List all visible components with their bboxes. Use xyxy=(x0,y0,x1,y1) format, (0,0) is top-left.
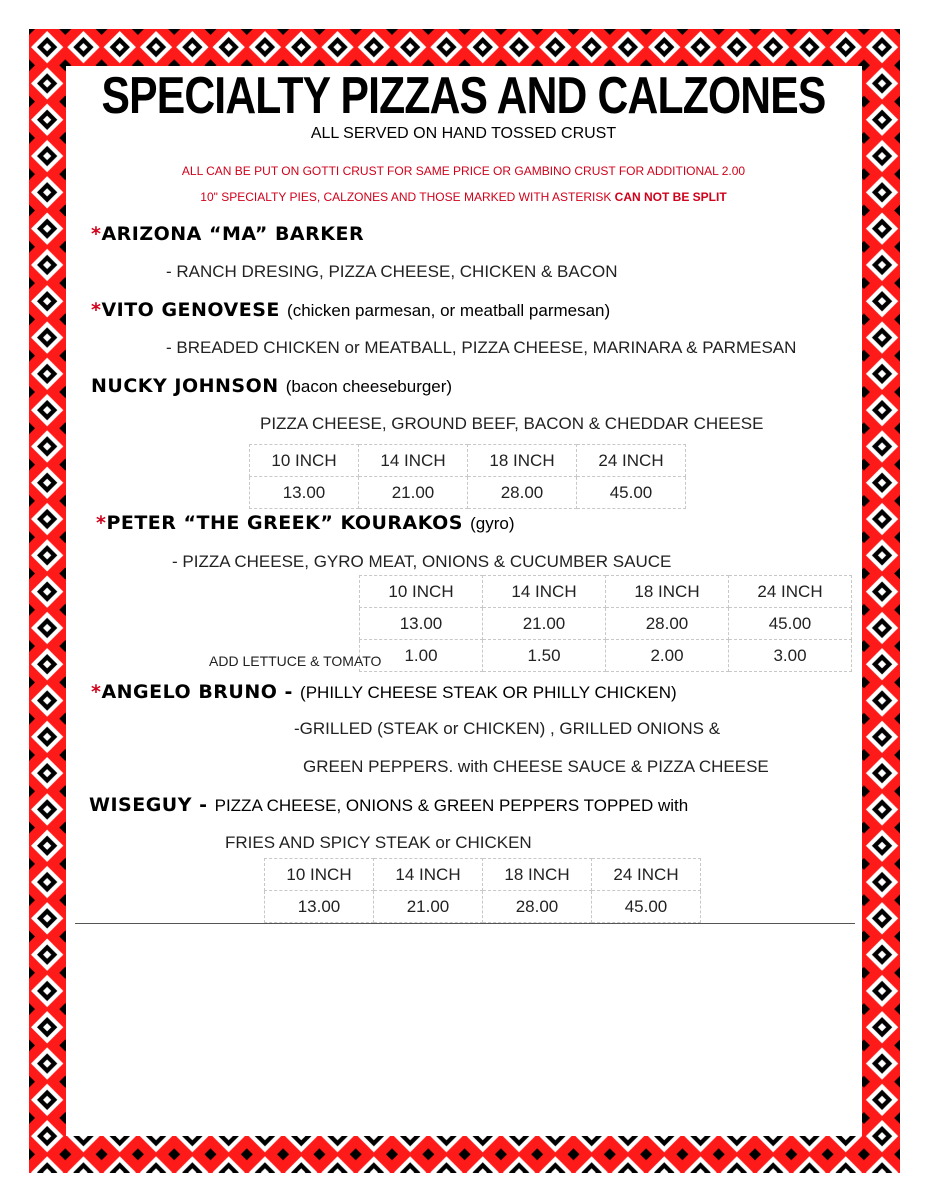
size-cell: 18 INCH xyxy=(606,576,729,608)
price-cell: 21.00 xyxy=(359,477,468,509)
item-wiseguy: WISEGUY - PIZZA CHEESE, ONIONS & GREEN PEPPERS TOPPED with xyxy=(89,794,689,816)
addon-price-cell: 2.00 xyxy=(606,640,729,672)
size-cell: 10 INCH xyxy=(250,445,359,477)
price-table-nucky xyxy=(249,444,686,509)
item-peter-ingredients: - PIZZA CHEESE, GYRO MEAT, ONIONS & CUCUMBER SAUCE xyxy=(172,552,672,571)
size-cell: 24 INCH xyxy=(592,859,701,891)
price-table-wiseguy xyxy=(264,858,701,923)
item-angelo-bruno: *ANGELO BRUNO - (PHILLY CHEESE STEAK OR PHILLY CHICKEN) xyxy=(91,681,677,703)
addon-price-cell: 3.00 xyxy=(729,640,852,672)
size-cell: 14 INCH xyxy=(359,445,468,477)
price-cell: 45.00 xyxy=(577,477,686,509)
price-cell: 28.00 xyxy=(468,477,577,509)
price-cell: 13.00 xyxy=(265,891,374,923)
size-cell: 18 INCH xyxy=(468,445,577,477)
size-cell: 18 INCH xyxy=(483,859,592,891)
crust-note: ALL CAN BE PUT ON GOTTI CRUST FOR SAME PRICE OR GAMBINO CRUST FOR ADDITIONAL 2.00 xyxy=(181,164,746,178)
addon-price-cell: 1.50 xyxy=(483,640,606,672)
item-wiseguy-ingredients: FRIES AND SPICY STEAK or CHICKEN xyxy=(225,833,532,852)
price-cell: 13.00 xyxy=(250,477,359,509)
split-note: 10" SPECIALTY PIES, CALZONES AND THOSE MARKED WITH ASTERISK CAN NOT BE SPLIT xyxy=(200,190,727,204)
price-cell: 21.00 xyxy=(483,608,606,640)
size-cell: 10 INCH xyxy=(265,859,374,891)
item-angelo-ingredients-1: -GRILLED (STEAK or CHICKEN) , GRILLED ONIONS & xyxy=(294,719,721,738)
price-cell: 13.00 xyxy=(360,608,483,640)
price-table-peter xyxy=(359,575,852,672)
price-cell: 21.00 xyxy=(374,891,483,923)
page-title: SPECIALTY PIZZAS AND CALZONES xyxy=(101,67,826,125)
size-cell: 10 INCH xyxy=(360,576,483,608)
size-cell: 24 INCH xyxy=(729,576,852,608)
size-cell: 14 INCH xyxy=(483,576,606,608)
price-cell: 45.00 xyxy=(729,608,852,640)
addon-price-cell: 1.00 xyxy=(360,640,483,672)
price-cell: 28.00 xyxy=(483,891,592,923)
divider-line xyxy=(75,923,855,924)
price-cell: 28.00 xyxy=(606,608,729,640)
addon-label: ADD LETTUCE & TOMATO xyxy=(209,653,382,669)
item-nucky-ingredients: PIZZA CHEESE, GROUND BEEF, BACON & CHEDDAR CHEESE xyxy=(260,414,764,433)
item-vito-ingredients: - BREADED CHICKEN or MEATBALL, PIZZA CHEESE, MARINARA & PARMESAN xyxy=(166,338,797,357)
size-cell: 24 INCH xyxy=(577,445,686,477)
page-subtitle: ALL SERVED ON HAND TOSSED CRUST xyxy=(310,125,617,142)
item-arizona-ma-barker: *ARIZONA “MA” BARKER xyxy=(91,223,365,245)
item-vito-genovese: *VITO GENOVESE (chicken parmesan, or meatball parmesan) xyxy=(91,299,611,321)
item-peter-the-greek-kourakos: *PETER “THE GREEK” KOURAKOS (gyro) xyxy=(96,512,515,534)
item-angelo-ingredients-2: GREEN PEPPERS. with CHEESE SAUCE & PIZZA CHEESE xyxy=(303,757,769,776)
size-cell: 14 INCH xyxy=(374,859,483,891)
item-nucky-johnson: NUCKY JOHNSON (bacon cheeseburger) xyxy=(91,375,453,397)
price-cell: 45.00 xyxy=(592,891,701,923)
item-arizona-ingredients: - RANCH DRESING, PIZZA CHEESE, CHICKEN & BACON xyxy=(166,262,618,281)
